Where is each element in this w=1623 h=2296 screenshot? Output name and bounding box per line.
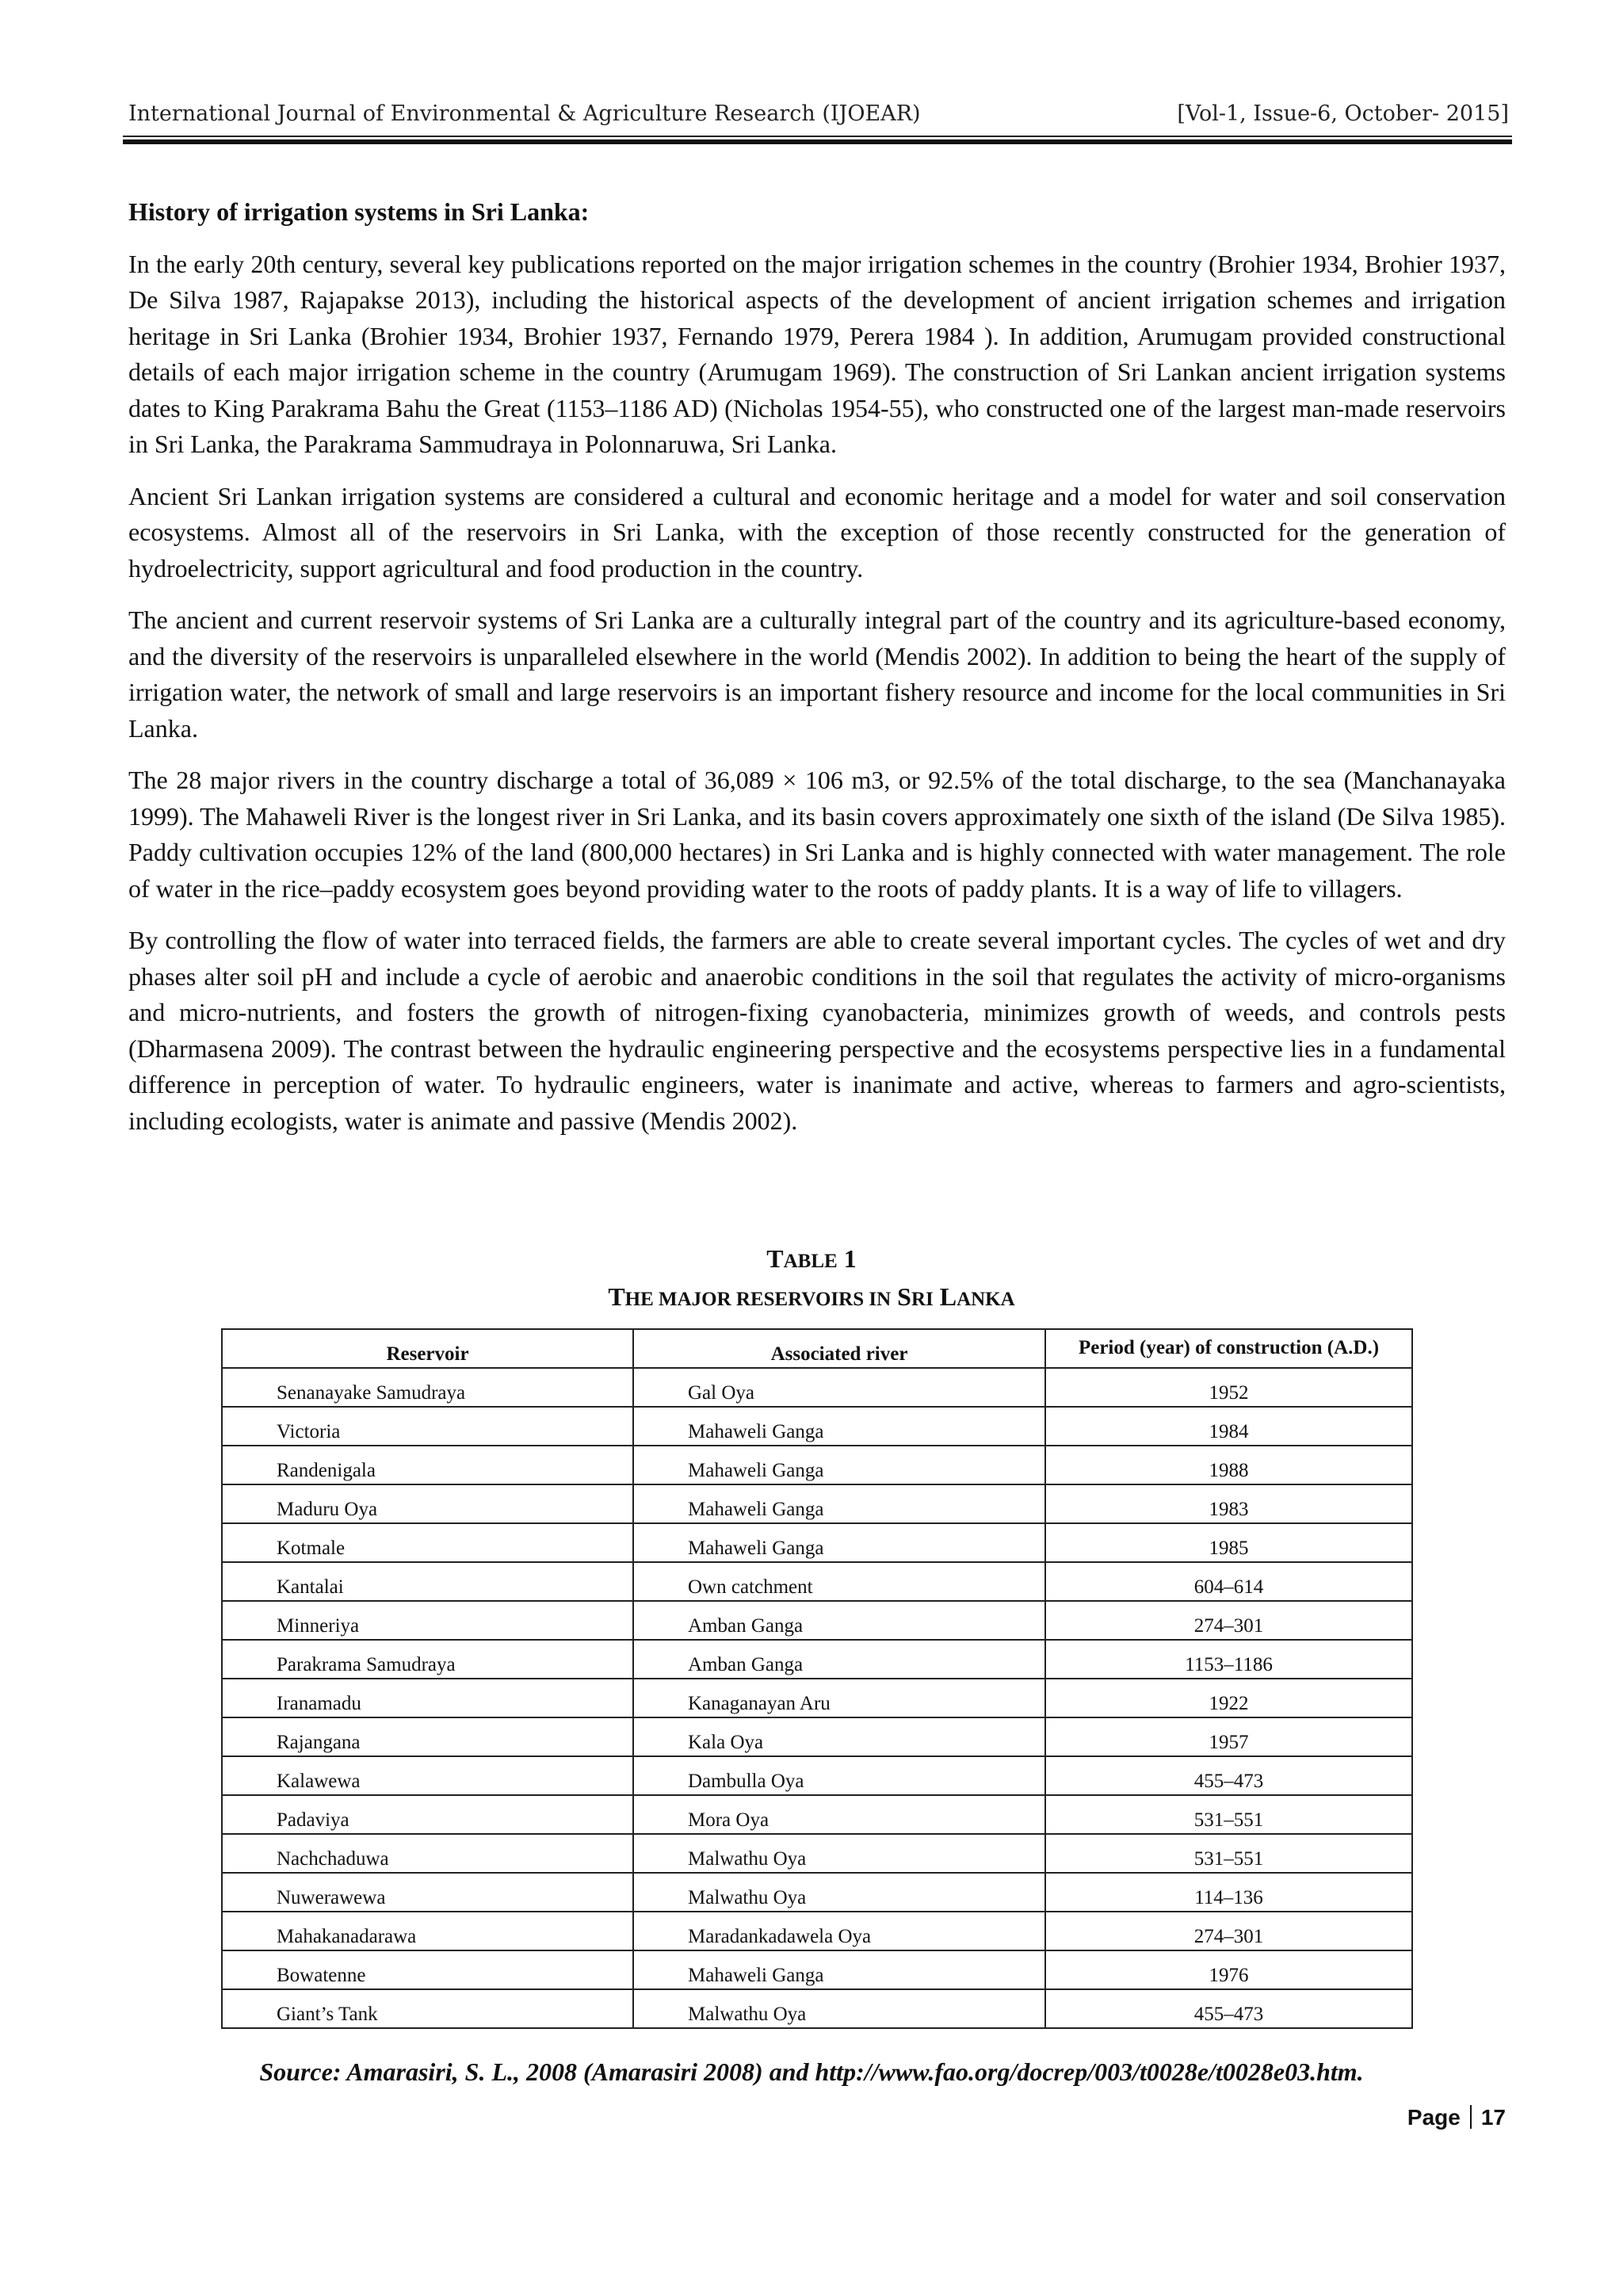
cell-reservoir: Padaviya [222, 1795, 633, 1834]
cell-river: Own catchment [633, 1562, 1045, 1601]
cell-reservoir: Kantalai [222, 1562, 633, 1601]
cell-reservoir: Randenigala [222, 1446, 633, 1484]
page-separator [1470, 2105, 1472, 2129]
table-row [222, 1795, 1412, 1834]
journal-name: International Journal of Environmental & Agriculture Research (IJOEAR) [128, 101, 921, 126]
cell-river: Dambulla Oya [633, 1756, 1045, 1795]
paragraph: In the early 20th century, several key publications reported on the major irrigation schemes in the country (Brohier 1934, Brohier 1937, De Silva 1987, Rajapakse 2013), including the historical aspects of the development of ancient irrigation schemes and irrigation heritage in Sri Lanka (Brohier 1934, Brohier 1937, Fernando 1979, Perera 1984 ). In addition, Arumugam provided constructional details of each major irrigation scheme in the country (Arumugam 1969). The construction of Sri Lankan ancient irrigation systems dates to King Parakrama Bahu the Great (1153–1186 AD) (Nicholas 1954-55), who constructed one of the largest man-made reservoirs in Sri Lanka, the Parakrama Sammudraya in Polonnaruwa, Sri Lanka. [128, 249, 1506, 458]
cell-period: 1985 [1045, 1523, 1412, 1562]
cell-river: Kala Oya [633, 1717, 1045, 1756]
cell-period: 1957 [1045, 1717, 1412, 1756]
table-row [222, 1523, 1412, 1562]
table-title: THE MAJOR RESERVOIRS IN SRI LANKA [608, 1282, 1015, 1311]
issue-info: [Vol-1, Issue-6, October- 2015] [1177, 101, 1509, 126]
table-row [222, 1756, 1412, 1795]
cell-reservoir: Maduru Oya [222, 1484, 633, 1523]
cell-period: 1153–1186 [1045, 1640, 1412, 1679]
cell-period: 1988 [1045, 1446, 1412, 1484]
cell-period: 274–301 [1045, 1912, 1412, 1950]
column-header-period: Period (year) of construction (A.D.) [1045, 1329, 1412, 1368]
cell-reservoir: Victoria [222, 1407, 633, 1446]
page-label: Page [1407, 2105, 1461, 2130]
section-heading: History of irrigation systems in Sri Lanka: [128, 197, 590, 226]
cell-reservoir: Parakrama Samudraya [222, 1640, 633, 1679]
cell-reservoir: Senanayake Samudraya [222, 1368, 633, 1407]
cell-reservoir: Rajangana [222, 1717, 633, 1756]
table-source: Source: Amarasiri, S. L., 2008 (Amarasiri 2008) and http://www.fao.org/docrep/003/t0028e/t0028e03.htm. [259, 2057, 1364, 2086]
header-rule-thick [123, 139, 1512, 144]
table-row [222, 1407, 1412, 1446]
cell-period: 274–301 [1045, 1601, 1412, 1640]
table-row [222, 1446, 1412, 1484]
cell-reservoir: Kalawewa [222, 1756, 633, 1795]
cell-river: Malwathu Oya [633, 1834, 1045, 1873]
paragraph: By controlling the flow of water into terraced fields, the farmers are able to create several important cycles. The cycles of wet and dry phases alter soil pH and include a cycle of aerobic and anaerobic conditions in the soil that regulates the activity of micro-organisms and micro-nutrients, and fosters the growth of nitrogen-fixing cyanobacteria, minimizes growth of weeds, and controls pests (Dharmasena 2009). The contrast between the hydraulic engineering perspective and the ecosystems perspective lies in a fundamental difference in perception of water. To hydraulic engineers, water is inanimate and active, whereas to farmers and agro-scientists, including ecologists, water is animate and passive (Mendis 2002). [128, 926, 1506, 1135]
table-row [222, 1873, 1412, 1912]
table-row [222, 1989, 1412, 2028]
body-text [128, 194, 1506, 1155]
table-row [222, 1601, 1412, 1640]
table-body [222, 1368, 1412, 2028]
table-header-row [222, 1329, 1412, 1368]
cell-period: 1984 [1045, 1407, 1412, 1446]
cell-river: Mahaweli Ganga [633, 1523, 1045, 1562]
cell-river: Kanaganayan Aru [633, 1679, 1045, 1717]
column-header-river: Associated river [633, 1329, 1045, 1368]
table-row [222, 1679, 1412, 1717]
cell-period: 455–473 [1045, 1756, 1412, 1795]
paragraph: The 28 major rivers in the country discharge a total of 36,089 × 106 m3, or 92.5% of the total discharge, to the sea (Manchanayaka 1999). The Mahaweli River is the longest river in Sri Lanka, and its basin covers approximately one sixth of the island (De Silva 1985). Paddy cultivation occupies 12% of the land (800,000 hectares) in Sri Lanka and is highly connected with water management. The role of water in the rice–paddy ecosystem goes beyond providing water to the roots of paddy plants. It is a way of life to villagers. [128, 766, 1506, 903]
reservoir-table [221, 1328, 1413, 2029]
table-row [222, 1717, 1412, 1756]
cell-river: Amban Ganga [633, 1601, 1045, 1640]
cell-river: Gal Oya [633, 1368, 1045, 1407]
cell-reservoir: Nachchaduwa [222, 1834, 633, 1873]
cell-period: 1922 [1045, 1679, 1412, 1717]
cell-period: 531–551 [1045, 1795, 1412, 1834]
table-row [222, 1640, 1412, 1679]
cell-reservoir: Nuwerawewa [222, 1873, 633, 1912]
cell-river: Mahaweli Ganga [633, 1446, 1045, 1484]
cell-river: Amban Ganga [633, 1640, 1045, 1679]
cell-reservoir: Iranamadu [222, 1679, 633, 1717]
cell-reservoir: Minneriya [222, 1601, 633, 1640]
paragraph: The ancient and current reservoir systems of Sri Lanka are a culturally integral part of the country and its agriculture-based economy, and the diversity of the reservoirs is unparalleled elsewhere in the world (Mendis 2002). In addition to being the heart of the supply of irrigation water, the network of small and large reservoirs is an important fishery resource and income for the local communities in Sri Lanka. [128, 606, 1506, 743]
cell-period: 1952 [1045, 1368, 1412, 1407]
table-row [222, 1912, 1412, 1950]
cell-period: 1976 [1045, 1950, 1412, 1989]
cell-reservoir: Kotmale [222, 1523, 633, 1562]
table-row [222, 1484, 1412, 1523]
cell-river: Malwathu Oya [633, 1989, 1045, 2028]
cell-reservoir: Mahakanadarawa [222, 1912, 633, 1950]
cell-period: 1983 [1045, 1484, 1412, 1523]
page-number-value: 17 [1480, 2105, 1506, 2130]
column-header-reservoir: Reservoir [222, 1329, 633, 1368]
cell-period: 604–614 [1045, 1562, 1412, 1601]
cell-river: Mahaweli Ganga [633, 1407, 1045, 1446]
cell-reservoir: Bowatenne [222, 1950, 633, 1989]
table-row [222, 1368, 1412, 1407]
cell-period: 455–473 [1045, 1989, 1412, 2028]
cell-reservoir: Giant’s Tank [222, 1989, 633, 2028]
cell-river: Malwathu Oya [633, 1873, 1045, 1912]
cell-river: Mahaweli Ganga [633, 1484, 1045, 1523]
paragraph: Ancient Sri Lankan irrigation systems are considered a cultural and economic heritage and a model for water and soil conservation ecosystems. Almost all of the reservoirs in Sri Lanka, with the exception of those recently constructed for the generation of hydroelectricity, support agricultural and food production in the country. [128, 481, 1506, 583]
cell-period: 531–551 [1045, 1834, 1412, 1873]
page-number [1407, 2105, 1506, 2130]
cell-river: Maradankadawela Oya [633, 1912, 1045, 1950]
table-row [222, 1562, 1412, 1601]
cell-period: 114–136 [1045, 1873, 1412, 1912]
header-rule [123, 136, 1512, 137]
cell-river: Mora Oya [633, 1795, 1045, 1834]
table-row [222, 1950, 1412, 1989]
table-number: TABLE 1 [766, 1244, 857, 1273]
cell-river: Mahaweli Ganga [633, 1950, 1045, 1989]
table-row [222, 1834, 1412, 1873]
